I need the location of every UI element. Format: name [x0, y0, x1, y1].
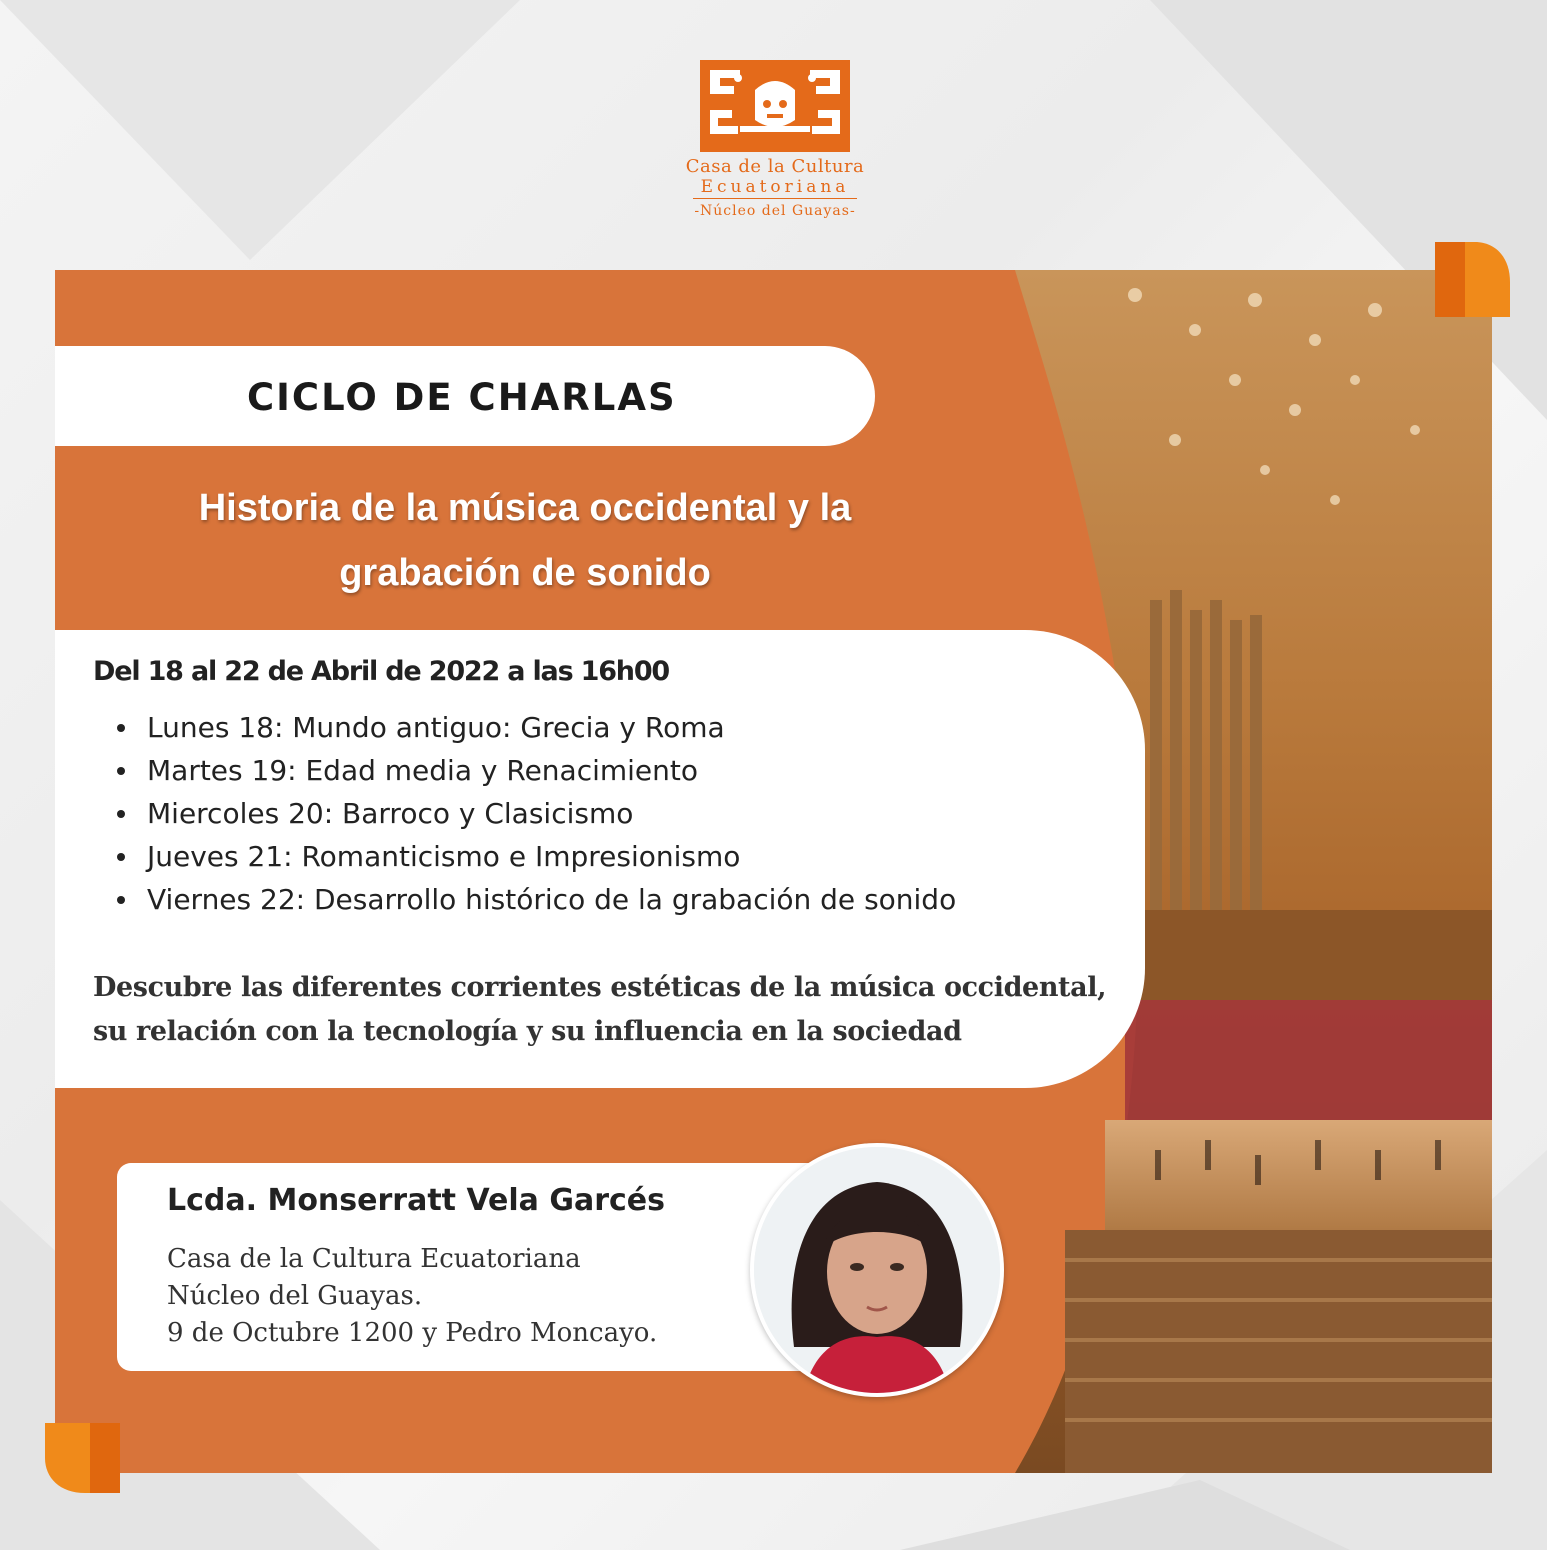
list-item: Jueves 21: Romanticismo e Impresionismo: [147, 835, 956, 878]
event-card: [55, 270, 1492, 1473]
list-item: Viernes 22: Desarrollo histórico de la grabación de sonido: [147, 878, 956, 921]
corner-accent-top-right: [1425, 242, 1510, 322]
bullet-icon: [117, 896, 125, 904]
logo-text-line3: -Núcleo del Guayas-: [694, 203, 856, 219]
bullet-icon: [117, 853, 125, 861]
series-label: CICLO DE CHARLAS: [247, 376, 677, 419]
event-title-line2: grabación de sonido: [339, 552, 711, 594]
bullet-icon: [117, 810, 125, 818]
event-title: [55, 476, 995, 606]
event-dates: Del 18 al 22 de Abril de 2022 a las 16h00: [93, 656, 670, 687]
list-item: Martes 19: Edad media y Renacimiento: [147, 749, 956, 792]
avatar: [750, 1143, 1004, 1397]
organization-logo: [640, 60, 910, 240]
logo-text-line1: Casa de la Cultura: [685, 156, 865, 177]
speaker-card: [117, 1163, 857, 1371]
list-item: Miercoles 20: Barroco y Clasicismo: [147, 792, 956, 835]
bullet-icon: [117, 724, 125, 732]
event-info-box: [55, 630, 1145, 1088]
schedule-list: [147, 706, 956, 921]
corner-accent-bottom-left: [45, 1413, 125, 1498]
logo-text-line2: Ecuatoriana: [693, 177, 858, 199]
series-label-pill: [55, 346, 875, 446]
event-title-line1: Historia de la música occidental y la: [198, 487, 852, 529]
speaker-affiliation: Casa de la Cultura Ecuatoriana Núcleo del Guayas. 9 de Octubre 1200 y Pedro Moncayo.: [167, 1244, 658, 1348]
speaker-name: Lcda. Monserratt Vela Garcés: [167, 1183, 665, 1218]
speaker-portrait-icon: [754, 1147, 1000, 1393]
casa-cultura-emblem-icon: [700, 60, 850, 152]
event-description: Descubre las diferentes corrientes estéticas de la música occidental, su relación con la tecnología y su influencia en la sociedad: [93, 972, 1107, 1047]
bullet-icon: [117, 767, 125, 775]
list-item: Lunes 18: Mundo antiguo: Grecia y Roma: [147, 706, 956, 749]
